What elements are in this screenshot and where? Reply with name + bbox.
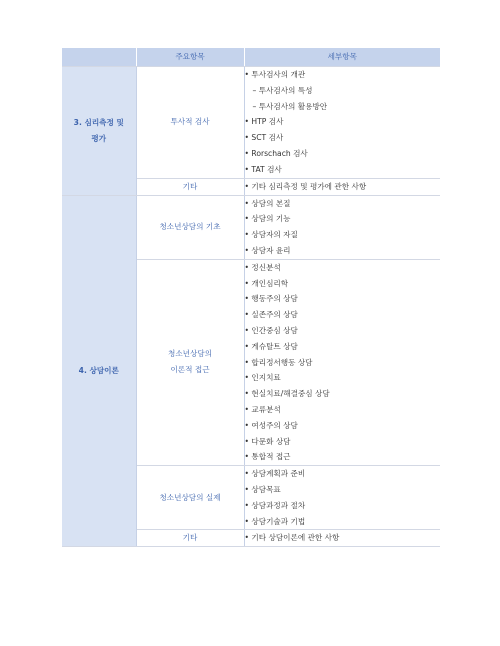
detail-cell [244,195,440,259]
detail-item: • 상담과정과 절차 [244,500,306,510]
header-row [62,48,440,67]
main-item-label [168,346,212,378]
area-cell [62,67,136,196]
detail-item: • 합리정서행동 상담 [244,357,313,367]
detail-item: • 기타 심리측정 및 평가에 관한 사항 [244,181,367,191]
detail-item: • 다문화 상담 [244,436,291,446]
area-title-line2: 평가 [91,133,107,143]
header-main-item: 주요항목 [136,48,244,67]
detail-item: • 인지치료 [244,373,281,383]
area-cell [62,195,136,547]
main-item-cell [136,466,244,530]
detail-item: • HTP 검사 [244,117,284,127]
detail-item: • 개인심리학 [244,278,289,288]
detail-cell [244,178,440,195]
main-item-cell [136,178,244,195]
detail-item: • 실존주의 상담 [244,310,298,320]
detail-cell [244,67,440,179]
main-item-cell [136,530,244,547]
main-item-label [170,114,209,130]
main-item-cell [136,67,244,179]
detail-item: • 정신분석 [244,262,281,272]
main-item-cell [136,195,244,259]
detail-subitem: – 투사검사의 특성 [252,85,313,95]
area-title-line1: 4. 상담이론 [78,365,119,375]
table-body [62,67,440,547]
area-title [74,115,124,147]
table-row [62,195,440,259]
main-item-label [159,490,220,506]
main-item-label [183,530,198,546]
syllabus-table [62,48,440,547]
detail-item: • Rorschach 검사 [244,148,308,158]
detail-item: • 투사검사의 개관 [244,70,306,79]
detail-item: • 상담자 윤리 [244,245,291,255]
detail-item: • 게슈탈트 상담 [244,341,298,351]
detail-item: • SCT 검사 [244,133,284,143]
detail-item: • 상담계획과 준비 [244,469,306,479]
main-item-label-line1: 청소년상담의 실제 [159,492,221,502]
detail-item: • 통합적 접근 [244,452,291,462]
header-area [62,48,136,67]
main-item-label-line2: 이론적 접근 [170,365,210,375]
header-detail-item: 세부항목 [244,48,440,67]
area-title [79,363,119,379]
detail-item: • 상담자의 자질 [244,230,298,240]
detail-item: • 현실치료/해결중심 상담 [244,389,330,399]
main-item-label [183,179,198,195]
detail-item: • TAT 검사 [244,164,282,174]
detail-item: • 상담기술과 기법 [244,516,306,526]
detail-item: • 인간중심 상담 [244,325,298,335]
detail-subitem: – 투사검사의 활용방안 [252,101,328,111]
main-item-label-line1: 청소년상담의 기초 [159,222,221,232]
main-item-label-line1: 기타 [182,533,198,543]
detail-cell [244,466,440,530]
detail-cell [244,259,440,465]
main-item-label-line1: 청소년상담의 [167,349,212,359]
main-item-cell [136,259,244,465]
main-item-label [159,219,220,235]
detail-item: • 상담의 기능 [244,214,291,224]
detail-item: • 교류분석 [244,404,281,414]
detail-cell [244,530,440,547]
detail-item: • 행동주의 상담 [244,294,298,304]
detail-item: • 여성주의 상담 [244,420,298,430]
detail-item: • 상담의 본질 [244,198,291,208]
detail-item: • 상담목표 [244,484,281,494]
detail-item: • 기타 상담이론에 관한 사항 [244,533,340,543]
main-item-label-line1: 기타 [182,181,198,191]
table-row [62,67,440,179]
area-title-line1: 3. 심리측정 및 [73,117,124,127]
table-header [62,48,440,67]
main-item-label-line1: 투사적 검사 [170,117,210,127]
